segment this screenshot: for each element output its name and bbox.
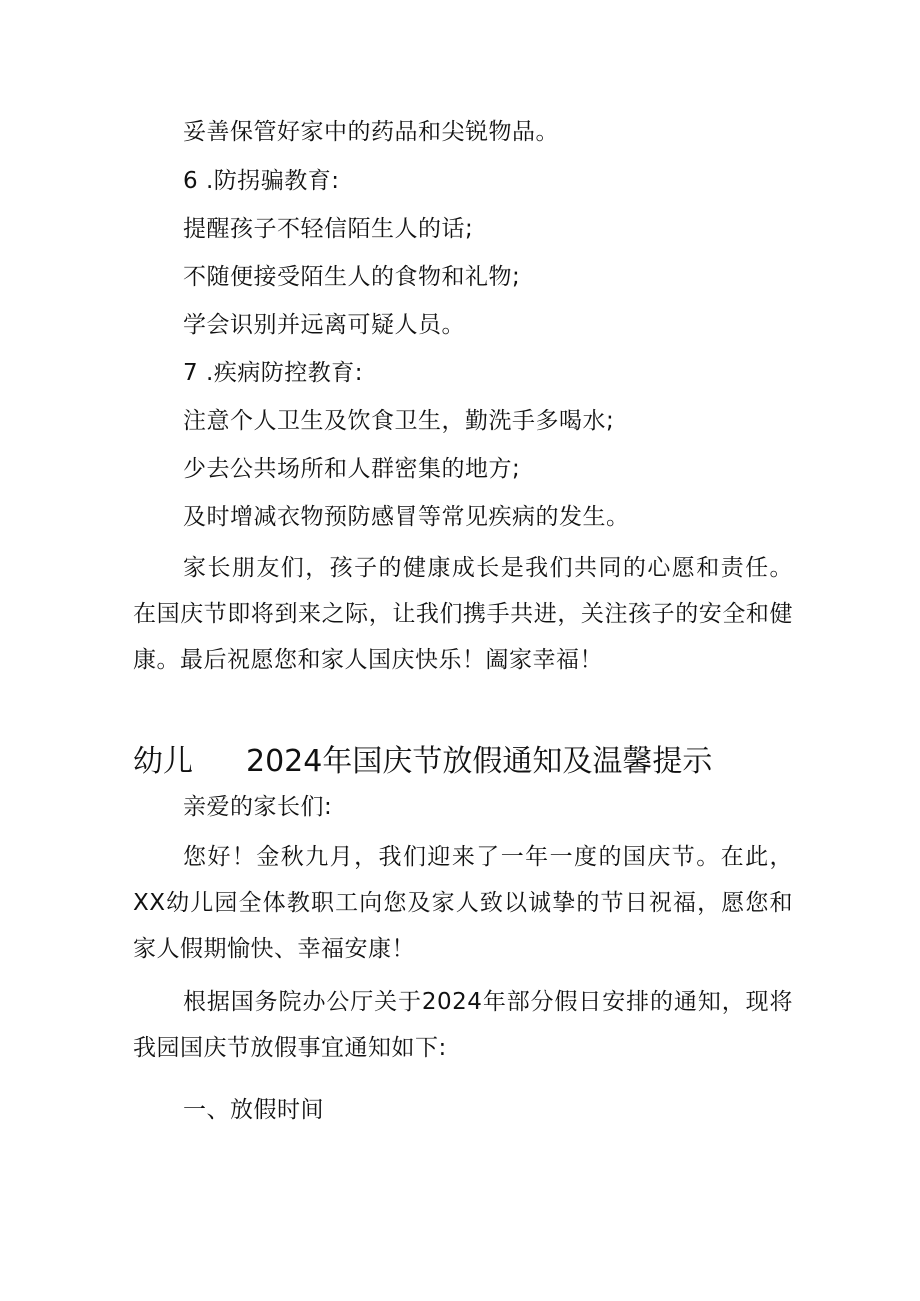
item-6-line-2: 不随便接受陌生人的食物和礼物;: [183, 264, 521, 290]
notice-salutation: 亲爱的家长们:: [183, 794, 333, 820]
section-1-heading: 一、放假时间: [183, 1097, 324, 1123]
notice-intro-paragraph: 根据国务院办公厅关于2024年部分假日安排的通知，现将我园国庆节放假事宜通知如下:: [133, 989, 793, 1061]
notice-title: [133, 740, 773, 784]
text-line-medicine-storage: 妥善保管好家中的药品和尖锐物品。: [183, 119, 559, 145]
item-6-heading: 6 .防拐骗教育:: [183, 168, 340, 194]
item-6-line-1: 提醒孩子不轻信陌生人的话;: [183, 216, 474, 242]
item-7-heading: 7 .疾病防控教育:: [183, 360, 364, 386]
item-6-line-3: 学会识别并远离可疑人员。: [183, 312, 465, 338]
item-7-line-3: 及时增减衣物预防感冒等常见疾病的发生。: [183, 504, 630, 530]
item-7-line-2: 少去公共场所和人群密集的地方;: [183, 456, 521, 482]
notice-title-part-1: 幼儿: [133, 744, 193, 779]
notice-greeting-paragraph: 您好！金秋九月，我们迎来了一年一度的国庆节。在此，XX幼儿园全体教职工向您及家人致以诚挚的节日祝福，愿您和家人假期愉快、幸福安康！: [133, 844, 793, 962]
closing-paragraph: 家长朋友们，孩子的健康成长是我们共同的心愿和责任。在国庆节即将到来之际，让我们携手共进，关注孩子的安全和健康。最后祝愿您和家人国庆快乐！阖家幸福！: [133, 555, 793, 673]
item-7-line-1: 注意个人卫生及饮食卫生，勤洗手多喝水;: [183, 408, 615, 434]
notice-title-part-2: 2024年国庆节放假通知及温馨提示: [246, 744, 713, 779]
